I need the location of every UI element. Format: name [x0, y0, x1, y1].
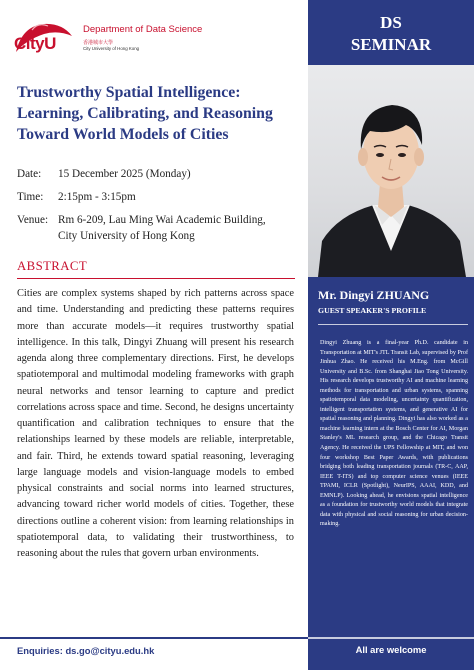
talk-title-line: Toward World Models of Cities — [17, 126, 229, 143]
enquiries-email: Enquiries: ds.go@cityu.edu.hk — [17, 645, 155, 656]
logo-wordmark: CityU — [14, 34, 56, 53]
footer-divider — [0, 637, 308, 639]
seminar-heading-line: DS — [380, 13, 402, 32]
time-value: 2:15pm - 3:15pm — [58, 191, 136, 203]
speaker-bio: Dingyi Zhuang is a final-year Ph.D. candidate in Transportation at MIT's JTL Transit Lab, supervised by Prof Jinhua Zhao. He received his M.Eng. from McGill University and B.Sc. from Shanghai Jiao Tong University. His research develops trustworthy AI and machine learning methods for transportation and urban systems, spanning spatiotemporal data modeling, uncertainty quantification, intelligent transportation systems, and generative AI for spatial reasoning and planning. Dingyi has also worked as a machine learning intern at the Bosch Center for AI, Morgan Stanley's ML research group, and the Chicago Transit Agency. He received the UPS Fellowship at MIT, and won four workshop Best Paper Awards, with publications bridging both leading transportation journals (TR-C, AAP, IEEE T-ITS) and top computer science venues (IEEE TPAMI, ICLR (Spotlight), NeurIPS, AAAI, KDD, and EMNLP). Looking ahead, he envisions spatial intelligence as a foundation for trustworthy world models that integrate data with physical and social reasoning for urban decision-making. — [320, 340, 468, 528]
university-name-english: City University of Hong Kong — [83, 46, 140, 51]
date-row — [17, 166, 191, 182]
abstract-heading: ABSTRACT — [17, 259, 88, 273]
speaker-profile-heading: GUEST SPEAKER'S PROFILE — [318, 306, 427, 315]
seminar-heading-line: SEMINAR — [350, 35, 432, 54]
abstract-divider — [17, 278, 295, 279]
university-name-chinese: 香港城市大學 — [83, 40, 114, 46]
seminar-heading — [308, 12, 474, 56]
date-value: 15 December 2025 (Monday) — [58, 168, 191, 180]
talk-title-line: Trustworthy Spatial Intelligence: — [17, 84, 241, 101]
speaker-name: Mr. Dingyi ZHUANG — [318, 288, 430, 302]
department-name: Department of Data Science — [83, 24, 203, 35]
talk-title — [17, 82, 302, 145]
time-label: Time: — [17, 191, 44, 203]
speaker-photo — [308, 65, 474, 277]
abstract-text: Cities are complex systems shaped by rich patterns across space and time. Understanding and predicting these patterns requires more than accurate models—it requires trustworthy spatial intelligence. In this talk, Dingyi Zhuang will present his research agenda along three complementary directions. First, he develops spatiotemporal and multimodal modeling frameworks with graph neural networks and tensor learning to capture and predict correlations across space and time. Second, he designs uncertainty quantification and calibration techniques to ensure that the relationships learned by these models are reliable, interpretable, and fair. Third, he extends toward spatial reasoning, leveraging large language models and vision-language models to embed physical constraints and social norms into learned structures, advancing toward richer world models of cities. Together, these directions outline a coherent vision: from learning relationships in spatiotemporal data, to validating their trustworthiness, to reasoning about the rules that govern urban environments. — [17, 288, 294, 559]
venue-line: City University of Hong Kong — [58, 230, 195, 242]
venue-line: Rm 6-209, Lau Ming Wai Academic Building, — [58, 214, 266, 226]
speaker-portrait-icon — [308, 65, 474, 277]
venue-row — [17, 212, 266, 242]
welcome-divider — [308, 637, 474, 639]
welcome-note: All are welcome — [355, 644, 427, 655]
talk-title-line: Learning, Calibrating, and Reasoning — [17, 105, 273, 122]
venue-value — [58, 212, 313, 244]
date-label: Date: — [17, 168, 42, 180]
time-row — [17, 189, 136, 205]
speaker-panel — [308, 0, 474, 670]
venue-label: Venue: — [17, 214, 49, 226]
profile-divider — [318, 324, 468, 325]
